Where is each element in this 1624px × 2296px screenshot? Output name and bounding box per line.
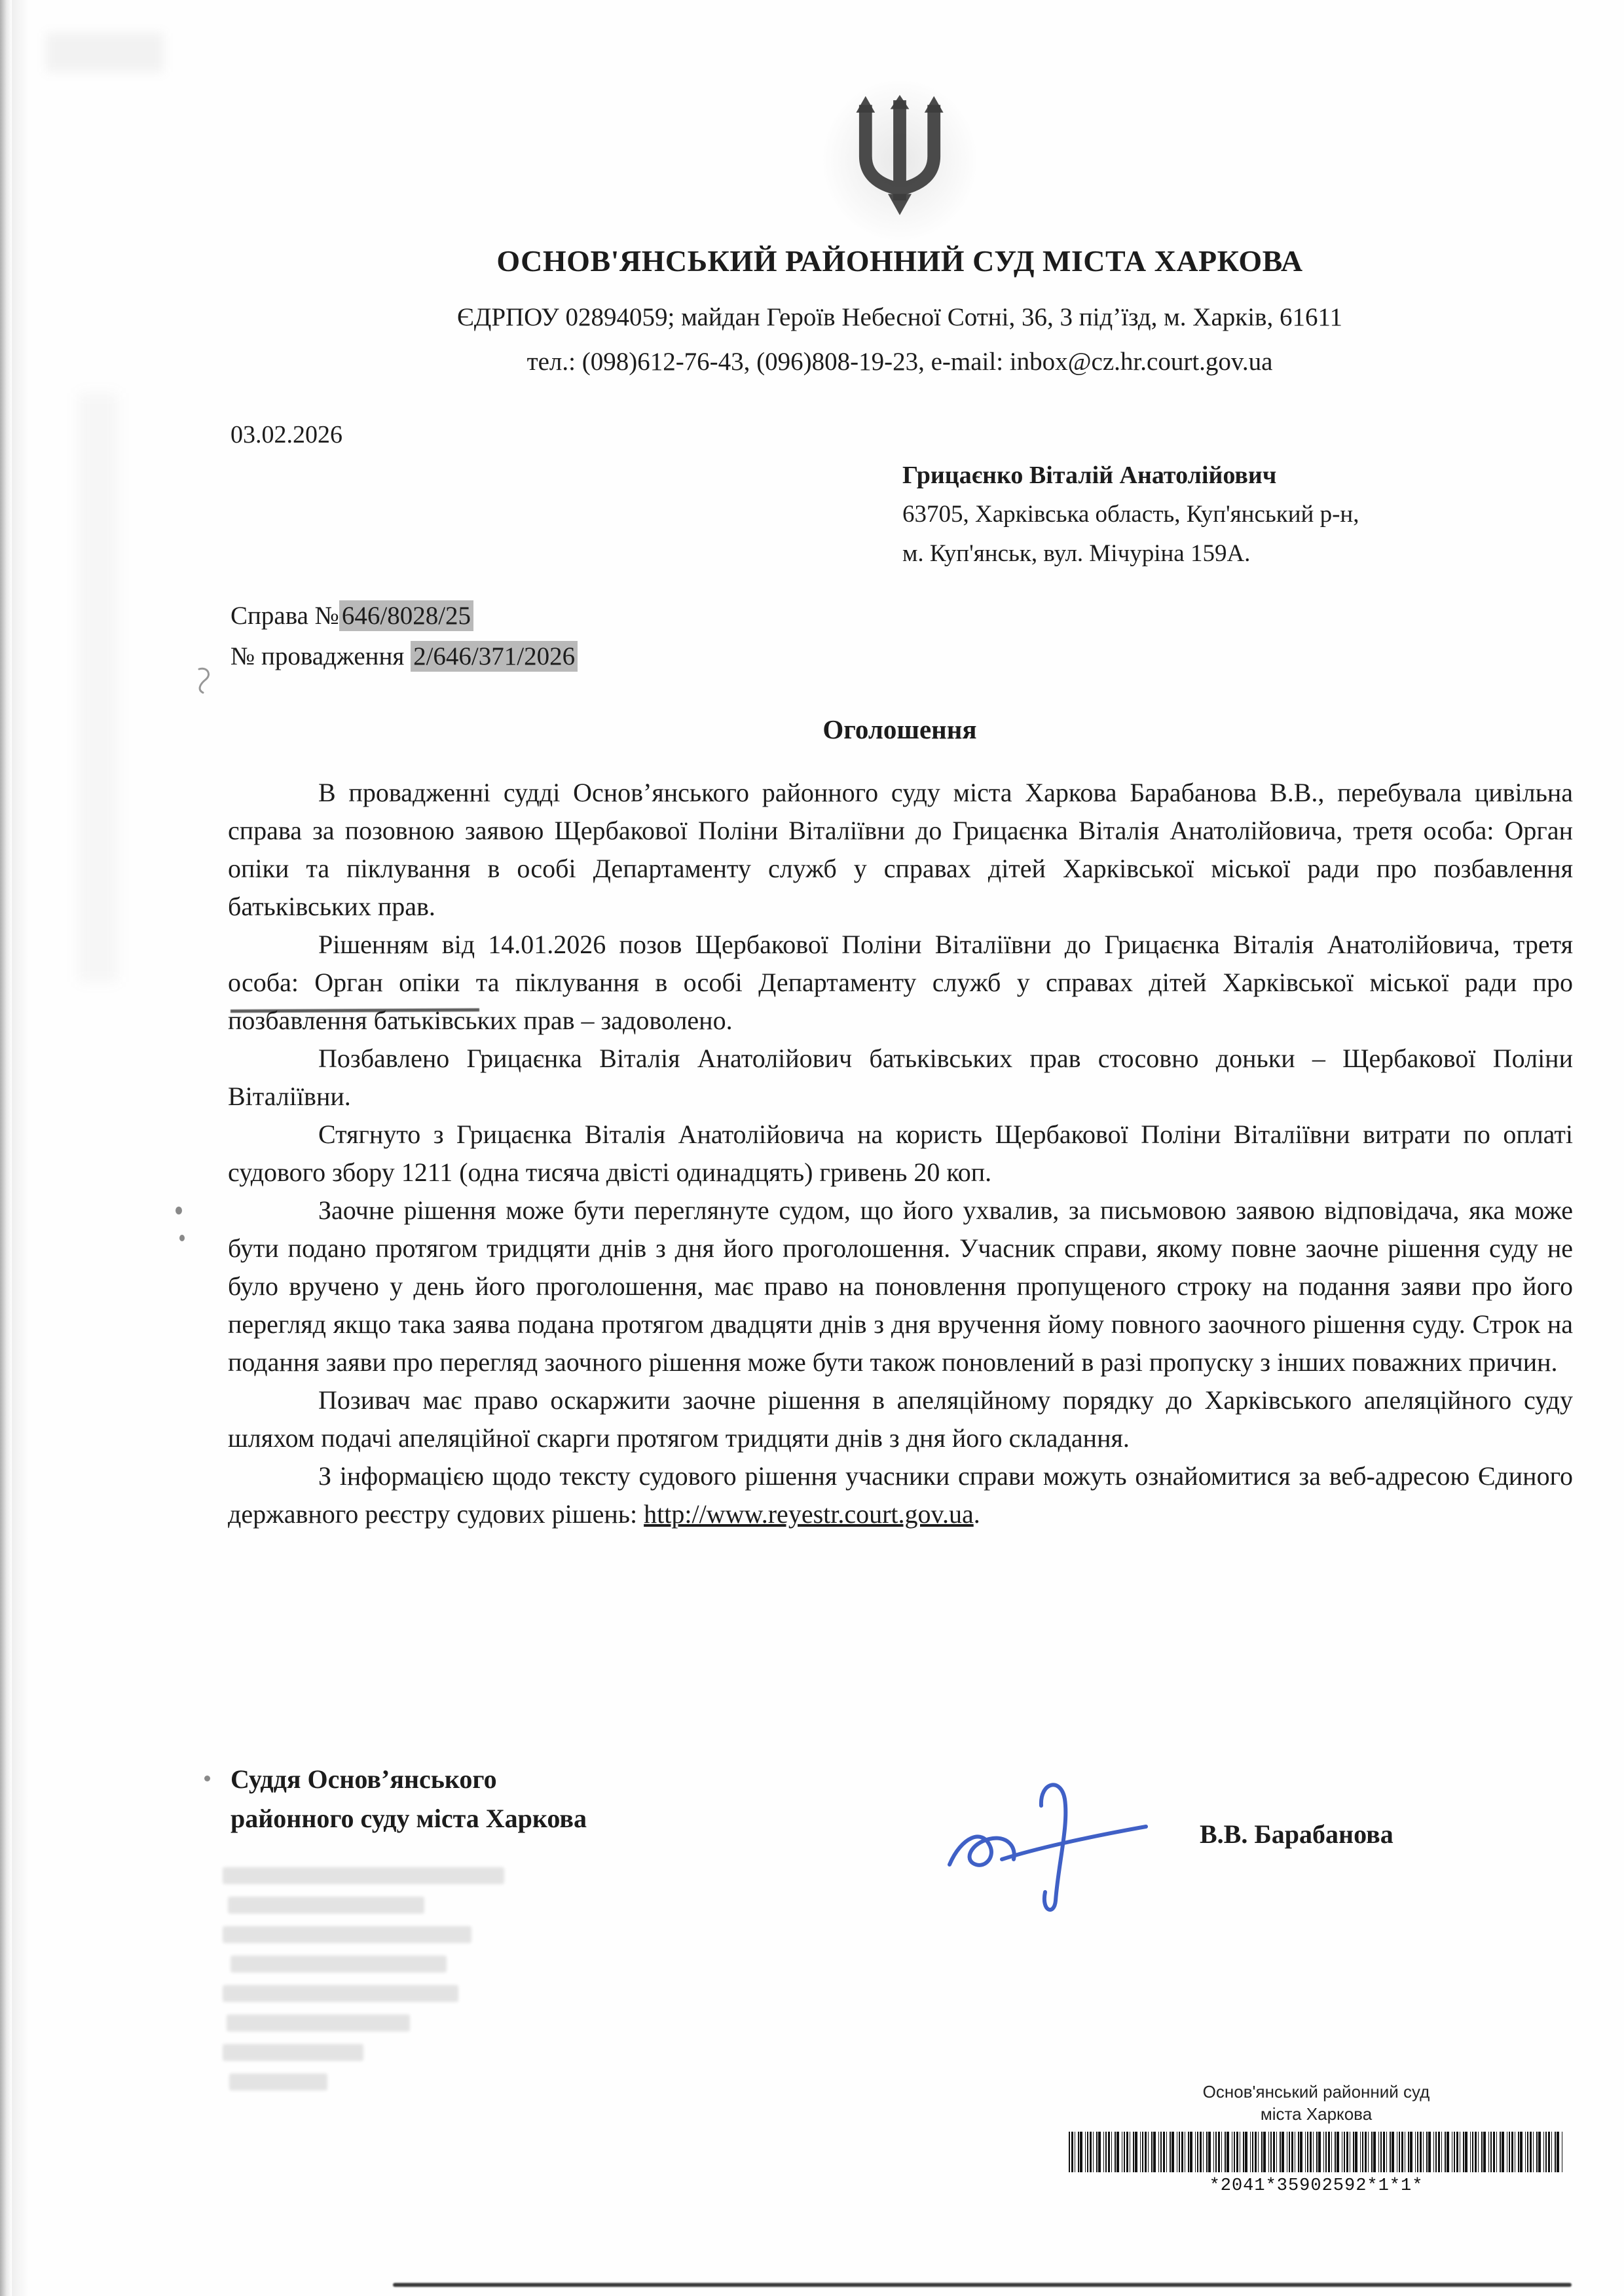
recipient-block: [902, 456, 1359, 574]
proceeding-number: 2/646/371/2026: [411, 641, 578, 672]
ukraine-trident-emblem: [841, 90, 959, 229]
scan-artifact: [79, 393, 118, 982]
judge-title-line: районного суду міста Харкова: [231, 1804, 587, 1833]
scan-artifact: [12, 0, 29, 2296]
footer-stamp-block: [1054, 2081, 1578, 2197]
scan-artifact: [393, 2283, 1572, 2287]
case-label: Справа №: [231, 602, 339, 630]
document-title: Оголошення: [822, 714, 977, 744]
scan-artifact: [0, 0, 12, 2296]
scan-artifact: [179, 1235, 185, 1241]
barcode: [1069, 2132, 1564, 2172]
registry-text: .: [973, 1499, 980, 1529]
body-paragraph: [228, 1457, 1573, 1533]
body-paragraph: Заочне рішення може бути переглянуте судом, що його ухвалив, за письмовою заявою відповідача, яка може бути подано протягом тридцяти днів з дня його проголошення. Учасник справи, якому повне заочне рішення суду не було вручено у день його проголошення, має право на поновлення пропущеного строку на подання заяви про його перегляд якщо така заява подана протягом двадцяти днів з дня вручення йому повного заочного рішення суду. Строк на подання заяви про перегляд заочного рішення може бути також поновлений в разі пропуску з інших поважних причин.: [228, 1195, 1573, 1377]
proceeding-number-line: [231, 636, 578, 677]
footer-court-line: міста Харкова: [1260, 2104, 1373, 2124]
recipient-address-line: м. Куп'янськ, вул. Мічуріна 159А.: [902, 540, 1251, 567]
judge-signature: [930, 1760, 1166, 1923]
document-body: [228, 774, 1573, 1533]
proceeding-label: № провадження: [231, 642, 411, 670]
scan-artifact: [223, 1867, 563, 2103]
scan-artifact: [175, 1207, 182, 1214]
scan-artifact: [194, 665, 216, 694]
body-paragraph: Позивач має право оскаржити заочне рішення в апеляційному порядку до Харківського апеляційного суду шляхом подачі апеляційної скарги протягом тридцяти днів з дня його складання.: [228, 1385, 1573, 1453]
body-paragraph: Позбавлено Грицаєнка Віталія Анатолійович батьківських прав стосовно доньки – Щербакової Поліни Віталіївни.: [228, 1044, 1573, 1111]
case-block: [231, 596, 578, 677]
barcode-caption: *2041*35902592*1*1*: [1209, 2176, 1424, 2196]
scan-artifact: [46, 33, 164, 72]
scan-artifact: [204, 1776, 210, 1781]
registry-text: З інформацією щодо тексту судового рішення учасники справи можуть ознайомитися за веб-адресою Єдиного державного реєстру судових рішень:: [228, 1461, 1573, 1529]
footer-court-line: Основ'янський районний суд: [1202, 2082, 1430, 2102]
judge-name: В.В. Барабанова: [1200, 1819, 1393, 1849]
case-number-line: [231, 596, 578, 636]
letter-date: 03.02.2026: [231, 421, 342, 448]
recipient-address-line: 63705, Харківська область, Куп'янський р-н,: [902, 501, 1359, 528]
case-number: 646/8028/25: [339, 600, 473, 631]
court-contacts: тел.: (098)612-76-43, (096)808-19-23, e-mail: inbox@cz.hr.court.gov.ua: [526, 348, 1273, 376]
recipient-name: Грицаєнко Віталій Анатолійович: [902, 462, 1277, 489]
body-paragraph: Стягнуто з Грицаєнка Віталія Анатолійовича на користь Щербакової Поліни Віталіївни витрати по оплаті судового збору 1211 (одна тисяча двісті одинадцять) гривень 20 коп.: [228, 1120, 1573, 1187]
body-paragraph: В провадженні судді Основ’янського районного суду міста Харкова Барабанова В.В., перебувала цивільна справа за позовною заявою Щербакової Поліни Віталіївни до Грицаєнка Віталія Анатолійовича, третя особа: Орган опіки та піклування в особі Департаменту служб у справах дітей Харківської міської ради про позбавлення батьківських прав.: [228, 778, 1573, 921]
registry-link[interactable]: http://www.reyestr.court.gov.ua: [644, 1499, 974, 1529]
judge-title-line: Суддя Основ’янського: [231, 1764, 497, 1794]
judge-title-block: [231, 1760, 587, 1838]
body-paragraph: Рішенням від 14.01.2026 позов Щербакової Поліни Віталіївни до Грицаєнка Віталія Анатолійовича, третя особа: Орган опіки та піклування в особі Департаменту служб у справах дітей Харківської міської ради про позбавлення батьківських прав – задоволено.: [228, 930, 1573, 1035]
court-name: ОСНОВ'ЯНСЬКИЙ РАЙОННИЙ СУД МІСТА ХАРКОВА: [496, 244, 1303, 278]
court-address: ЄДРПОУ 02894059; майдан Героїв Небесної Сотні, 36, 3 під’їзд, м. Харків, 61611: [456, 303, 1343, 331]
